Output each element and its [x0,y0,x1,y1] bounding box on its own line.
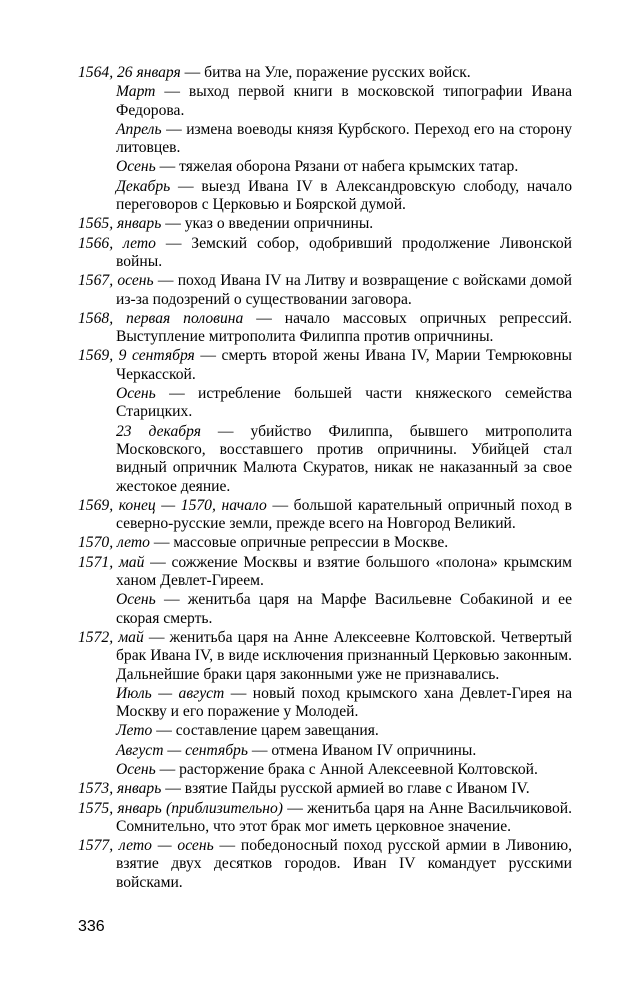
chronology-entry [78,534,572,552]
chronology-entry [78,215,572,233]
entry-text: — смерть второй жены Ивана IV, Марии Темрюковны Черкасской. [116,347,573,383]
chronology-entry [78,347,572,384]
entry-date: Лето [116,722,153,740]
entry-text: — тяжелая оборона Рязани от набега крымских татар. [155,158,519,176]
chronology-entry [78,591,572,628]
chronology-entry [78,310,572,347]
entry-date: 1572, май [78,628,144,646]
entry-date: 1565, январь [78,215,162,233]
entry-date: Апрель [116,120,162,138]
entry-date: 1564, 26 января [78,64,181,81]
chronology-entry [78,722,572,740]
entry-date: Осень [116,158,156,176]
entry-text: — новый поход крымского хана Девлет-Гирея на Москву и его поражение у Молодей. [116,684,572,721]
chronology-list [78,64,572,893]
entry-date: Июль — август [116,684,225,702]
chronology-entry [78,497,572,534]
entry-date: 1571, май [78,553,145,571]
chronology-entry [78,837,572,892]
entry-text: — поход Ивана IV на Литву и возвращение с войсками домой из-за подозрений о существовании заговора. [116,272,572,308]
entry-text: — взятие Пайды русской армией во главе с Иваном IV. [161,780,530,798]
entry-text: — массовые опричные репрессии в Москве. [149,534,449,552]
chronology-entry [78,423,572,496]
entry-text: — победоносный поход русской армии в Ливонию, взятие двух десятков городов. Иван IV командует русскими войсками. [116,837,573,891]
chronology-entry [78,800,572,837]
entry-text: — указ о введении опричнины. [161,215,374,233]
entry-text: — Земский собор, одобривший продолжение Ливонской войны. [116,234,572,270]
entry-text: — отмена Иваном IV опричнины. [247,741,477,759]
chronology-entry [78,83,572,120]
entry-text: — женитьба царя на Анне Васильчиковой. Сомнительно, что этот брак мог иметь церковное значение. [116,799,572,835]
entry-text: — начало массовых опричных репрессий. Выступление митрополита Филиппа против опричнины. [116,309,572,346]
chronology-entry [78,780,572,798]
entry-date: Осень [116,760,156,778]
entry-date: Август — сентябрь [116,741,248,759]
chronology-entry [78,742,572,760]
chronology-entry [78,761,572,779]
entry-date: 1569, 9 сентября [78,347,195,365]
chronology-entry [78,178,572,215]
page-number: 336 [78,918,105,935]
chronology-entry [78,685,572,722]
entry-text: — составление царем завещания. [152,722,379,740]
entry-date: Декабрь [116,177,171,195]
entry-date: 1569, конец — 1570, начало [78,496,267,514]
chronology-entry [78,158,572,176]
entry-date: 1577, лето — осень [78,837,214,855]
entry-text: — убийство Филиппа, бывшего митрополита Московского, восставшего против опричнины. Убийцей стал видный опричник Малюта Скуратов, никак не наказанный за свое жестокое деяние. [116,422,572,495]
chronology-entry [78,235,572,272]
entry-text: — расторжение брака с Анной Алексеевной Колтовской. [155,760,538,778]
entry-text: — битва на Уле, поражение русских войск. [180,64,471,81]
entry-text: — большой карательный опричный поход в северно-русские земли, прежде всего на Новгород Великий. [116,496,572,533]
entry-date: Март [116,83,156,101]
entry-text: — измена воеводы князя Курбского. Переход его на сторону литовцев. [116,120,572,157]
chronology-entry [78,385,572,422]
entry-text: — истребление большей части княжеского семейства Старицких. [116,385,572,421]
chronology-entry [78,64,572,82]
chronology-entry [78,121,572,158]
entry-date: 1573, январь [78,780,162,798]
entry-date: 1570, лето [78,534,150,552]
entry-text: — выезд Ивана IV в Александровскую слободу, начало переговоров с Церковью и Боярской думой. [116,177,572,214]
chronology-entry [78,629,572,684]
entry-text: — сожжение Москвы и взятие большого «полона» крымским ханом Девлет-Гиреем. [116,553,573,590]
entry-text: — женитьба царя на Анне Алексеевне Колтовской. Четвертый брак Ивана IV, в виде исключения признанный Церковью законным. Дальнейшие браки царя законными уже не признавались. [116,628,572,683]
entry-date: 1575, январь (приблизительно) [78,799,283,817]
chronology-entry [78,272,572,309]
chronology-entry [78,554,572,591]
entry-date: 1568, первая половина [78,309,244,327]
entry-date: 1567, осень [78,272,154,290]
entry-date: Осень [116,591,156,609]
entry-date: Осень [116,385,156,403]
entry-text: — женитьба царя на Марфе Васильевне Собакиной и ее скорая смерть. [116,591,572,627]
entry-date: 23 декабря [116,422,201,440]
entry-text: — выход первой книги в московской типографии Ивана Федорова. [116,83,572,119]
entry-date: 1566, лето [78,234,156,252]
